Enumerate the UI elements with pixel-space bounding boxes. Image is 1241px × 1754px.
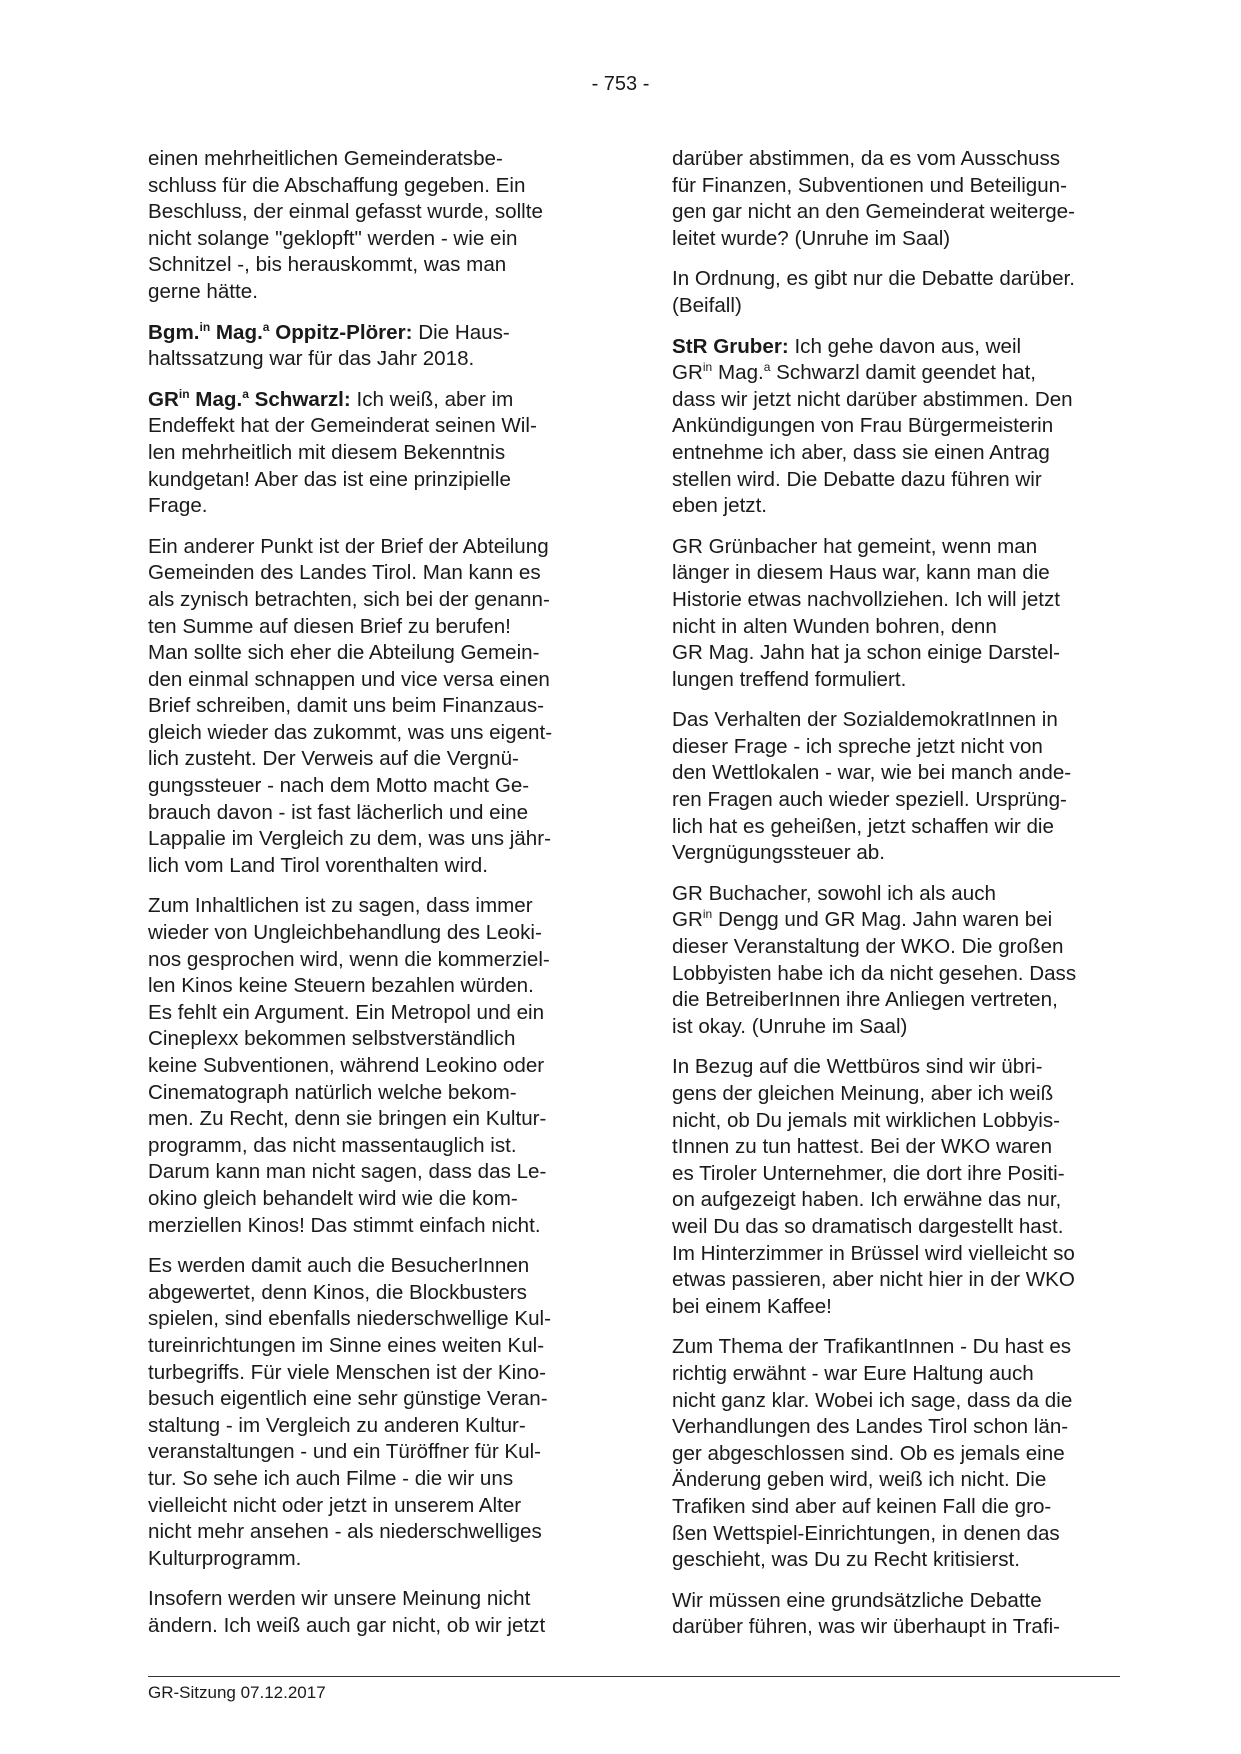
speaker-name: $GR^{in}$ Mag.$^a$ Schwarzl: [148, 386, 351, 411]
paragraph: In Bezug auf die Wettbüros sind wir übri- gens der gleichen Meinung, aber ich weiß nicht, ob Du jemals mit wirklichen Lobbyis- tInnen zu tun hattest. Bei der WKO waren es Tiroler Unternehmer, die dort ihre Positi- on aufgezeigt haben. Ich erwähne das nur, weil Du das so dramatisch dargestellt hast. Im Hinterzimmer in Brüssel wird vielleicht so etwas passieren, aber nicht hier in der WKO bei einem Kaffee! [672, 1055, 1075, 1318]
paragraph: Zum Thema der TrafikantInnen - Du hast es richtig erwähnt - war Eure Haltung auch nicht ganz klar. Wobei ich sage, dass da die Verhandlungen des Landes Tirol schon län- ger abgeschlossen sind. Ob es jemals eine Änderung geben wird, weiß ich nicht. Die Trafiken sind aber auf keinen Fall die gro- ßen Wettspiel-Einrichtungen, in denen das geschieht, was Du zu Recht kritisierst. [672, 1335, 1073, 1572]
paragraph: einen mehrheitlichen Gemeinderatsbe- schluss für die Abschaffung gegeben. Ein Beschluss, der einmal gefasst wurde, sollte nicht solange "geklopft" werden - wie ein Schnitzel -, bis herauskommt, was man gerne hätte. [148, 147, 543, 303]
paragraph: GR Buchacher, sowohl ich als auch $GR^{in}$ Dengg und GR Mag. Jahn waren bei dieser Veranstaltung der WKO. Die großen Lobbyisten habe ich da nicht gesehen. Dass die BetreiberInnen ihre Anliegen vertreten, ist okay. (Unruhe im Saal) [672, 881, 1077, 1038]
page-number: - 753 - [591, 73, 650, 95]
speaker-name: Bgm.$^{in}$ Mag.$^a$ Oppitz-Plörer: [148, 319, 413, 344]
right-column [672, 146, 1120, 1655]
left-column [148, 146, 596, 1653]
paragraph: Insofern werden wir unsere Meinung nicht ändern. Ich weiß auch gar nicht, ob wir jetzt [148, 1587, 546, 1637]
paragraph: Das Verhalten der SozialdemokratInnen in dieser Frage - ich spreche jetzt nicht von den Wettlokalen - war, wie bei manch ande- ren Fragen auch wieder speziell. Ursprüng- lich hat es geheißen, jetzt schaffen wir die Vergnügungssteuer ab. [672, 708, 1072, 865]
paragraph: $GR^{in}$ Mag.$^a$ Schwarzl: Ich weiß, aber im Endeffekt hat der Gemeinderat seinen Wil- len mehrheitlich mit diesem Bekenntnis kundgetan! Aber das ist eine prinzipielle Frage. [148, 386, 537, 518]
paragraph: StR Gruber: Ich gehe davon aus, weil $GR^{in}$ Mag.$^a$ Schwarzl damit geendet hat, dass wir jetzt nicht darüber abstimmen. Den Ankündigungen von Frau Bürgermeisterin entnehme ich aber, dass sie einen Antrag stellen wird. Die Debatte dazu führen wir eben jetzt. [672, 334, 1073, 518]
paragraph: In Ordnung, es gibt nur die Debatte darüber. (Beifall) [672, 267, 1075, 317]
paragraph: Es werden damit auch die BesucherInnen abgewertet, denn Kinos, die Blockbusters spielen, sind ebenfalls niederschwellige Kul- tureinrichtungen im Sinne eines weiten Kul- turbegriffs. Für viele Menschen ist der Kino- besuch eigentlich eine sehr günstige Veran- staltung - im Vergleich zu anderen Kultur- veranstaltungen - und ein Türöffner für Kul- tur. So sehe ich auch Filme - die wir uns vielleicht nicht oder jetzt in unserem Alter nicht mehr ansehen - als niederschwelliges Kulturprogramm. [148, 1254, 551, 1570]
paragraph: Bgm.$^{in}$ Mag.$^a$ Oppitz-Plörer: Die Haus- haltssatzung war für das Jahr 2018. [148, 319, 510, 371]
footer-text: GR-Sitzung 07.12.2017 [148, 1683, 326, 1702]
paragraph: Zum Inhaltlichen ist zu sagen, dass immer wieder von Ungleichbehandlung des Leoki- nos gesprochen wird, wenn die kommerziel- len Kinos keine Steuern bezahlen würden. Es fehlt ein Argument. Ein Metropol und ein Cineplexx bekommen selbstverständlich keine Subventionen, während Leokino oder Cinematograph natürlich welche bekom- men. Zu Recht, denn sie bringen ein Kultur- programm, das nicht massentauglich ist. Darum kann man nicht sagen, dass das Le- okino gleich behandelt wird wie die kom- merziellen Kinos! Das stimmt einfach nicht. [148, 894, 550, 1237]
paragraph: GR Grünbacher hat gemeint, wenn man länger in diesem Haus war, kann man die Historie etwas nachvollziehen. Ich will jetzt nicht in alten Wunden bohren, denn GR Mag. Jahn hat ja schon einige Darstel- lungen treffend formuliert. [672, 534, 1061, 691]
paragraph: darüber abstimmen, da es vom Ausschuss für Finanzen, Subventionen und Beteiligun- gen gar nicht an den Gemeinderat weiterge- leitet wurde? (Unruhe im Saal) [672, 147, 1075, 250]
speaker-name: StR Gruber: [672, 334, 789, 358]
footer-divider [148, 1676, 1120, 1677]
paragraph: Ein anderer Punkt ist der Brief der Abteilung Gemeinden des Landes Tirol. Man kann es als zynisch betrachten, sich bei der genann- ten Summe auf diesen Brief zu berufen! Man sollte sich eher die Abteilung Gemein- den einmal schnappen und vice versa einen Brief schreiben, damit uns beim Finanzaus- gleich wieder das zukommt, was uns eigent- lich zusteht. Der Verweis auf die Vergnü- gungssteuer - nach dem Motto macht Ge- brauch davon - ist fast lächerlich und eine Lappalie im Vergleich zu dem, was uns jähr- lich vom Land Tirol vorenthalten wird. [148, 534, 553, 877]
paragraph: Wir müssen eine grundsätzliche Debatte darüber führen, was wir überhaupt in Trafi- [672, 1588, 1061, 1639]
